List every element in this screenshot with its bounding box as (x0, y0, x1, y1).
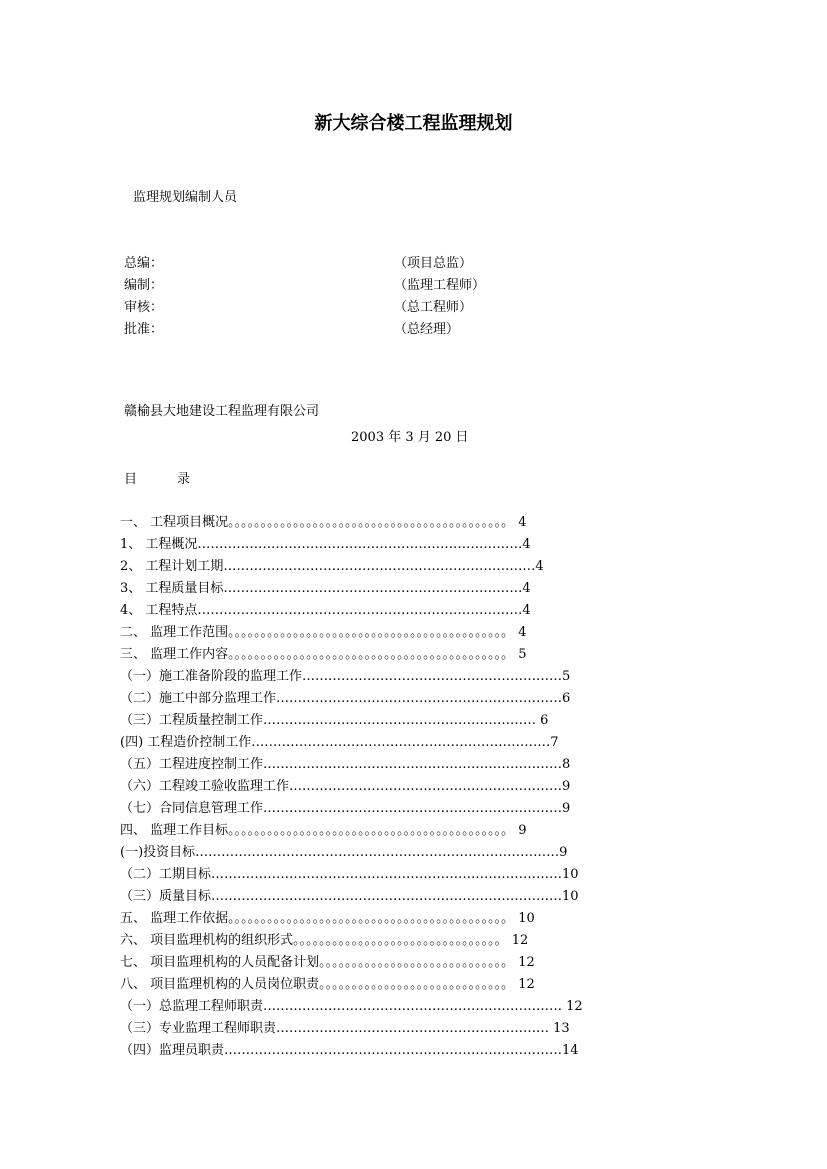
toc-entry[interactable]: 1、 工程概况…………………………………………………………………4 (120, 537, 531, 552)
document-title: 新大综合楼工程监理规划 (314, 113, 513, 134)
toc-heading-left: 目 (124, 472, 138, 487)
toc-heading (124, 472, 190, 488)
toc-entry[interactable]: （一）施工准备阶段的监理工作……………………………………………………5 (120, 669, 571, 684)
toc-entry[interactable]: （二）工期目标………………………………………………………………………10 (120, 867, 579, 882)
role-title: （总工程师） (394, 300, 473, 315)
toc-entry[interactable]: （七）合同信息管理工作……………………………………………………………9 (120, 801, 571, 816)
toc-entry[interactable]: （一）总监理工程师职责…………………………………………………………… 12 (120, 999, 583, 1014)
toc-entry[interactable]: 四、 监理工作目标。。。。。。。。。。。。。。。。。。。。。。。。。。。。。。。。。。。。。。。。。。。 9 (120, 823, 527, 838)
toc-entry[interactable]: 七、 项目监理机构的人员配备计划。。。。。。。。。。。。。。。。。。。。。。。。。。。。。 12 (120, 955, 535, 970)
role-label: 批准： (124, 322, 164, 337)
role-label: 总编： (124, 256, 164, 271)
toc-entry[interactable]: 一、 工程项目概况。。。。。。。。。。。。。。。。。。。。。。。。。。。。。。。。。。。。。。。。。。。 4 (120, 515, 527, 530)
role-title: （监理工程师） (394, 278, 486, 293)
toc-entry[interactable]: 五、 监理工作依据。。。。。。。。。。。。。。。。。。。。。。。。。。。。。。。。。。。。。。。。。。。 10 (120, 911, 535, 926)
toc-entry[interactable]: 八、 项目监理机构的人员岗位职责。。。。。。。。。。。。。。。。。。。。。。。。。。。。。 12 (120, 977, 535, 992)
toc-entry[interactable]: 3、 工程质量目标……………………………………………………………4 (120, 581, 531, 596)
toc-entry[interactable]: （五）工程进度控制工作……………………………………………………………8 (120, 757, 571, 772)
role-title: （总经理） (394, 322, 460, 337)
toc-entry[interactable]: （四）监理员职责……………………………………………………………………14 (120, 1043, 579, 1058)
role-title: （项目总监） (394, 256, 473, 271)
company-name: 赣榆县大地建设工程监理有限公司 (124, 404, 320, 419)
role-label: 审核： (124, 300, 164, 315)
document-date: 2003 年 3 月 20 日 (351, 430, 469, 445)
toc-entry[interactable]: 六、 项目监理机构的组织形式。。。。。。。。。。。。。。。。。。。。。。。。。。。。。。。。 12 (120, 933, 529, 948)
toc-heading-right: 录 (177, 472, 191, 487)
document-subtitle: 监理规划编制人员 (133, 190, 238, 205)
toc-entry[interactable]: 4、 工程特点…………………………………………………………………4 (120, 603, 531, 618)
toc-entry[interactable]: （二）施工中部分监理工作…………………………………………………………6 (120, 691, 571, 706)
toc-entry[interactable]: （六）工程竣工验收监理工作………………………………………………………9 (120, 779, 571, 794)
toc-entry[interactable]: （三）工程质量控制工作……………………………………………………… 6 (120, 713, 549, 728)
toc-entry[interactable]: (四) 工程造价控制工作……………………………………………………………7 (120, 735, 559, 750)
role-label: 编制： (124, 278, 164, 293)
toc-entry[interactable]: （三）专业监理工程师职责……………………………………………………… 13 (120, 1021, 570, 1036)
toc-entry[interactable]: 2、 工程计划工期………………………………………………………………4 (120, 559, 544, 574)
toc-entry[interactable]: 二、 监理工作范围。。。。。。。。。。。。。。。。。。。。。。。。。。。。。。。。。。。。。。。。。。。 4 (120, 625, 527, 640)
toc-entry[interactable]: 三、 监理工作内容。。。。。。。。。。。。。。。。。。。。。。。。。。。。。。。。。。。。。。。。。。。 5 (120, 647, 527, 662)
toc-entry[interactable]: (一)投资目标…………………………………………………………………………9 (120, 845, 568, 860)
toc-entry[interactable]: （三）质量目标………………………………………………………………………10 (120, 889, 579, 904)
